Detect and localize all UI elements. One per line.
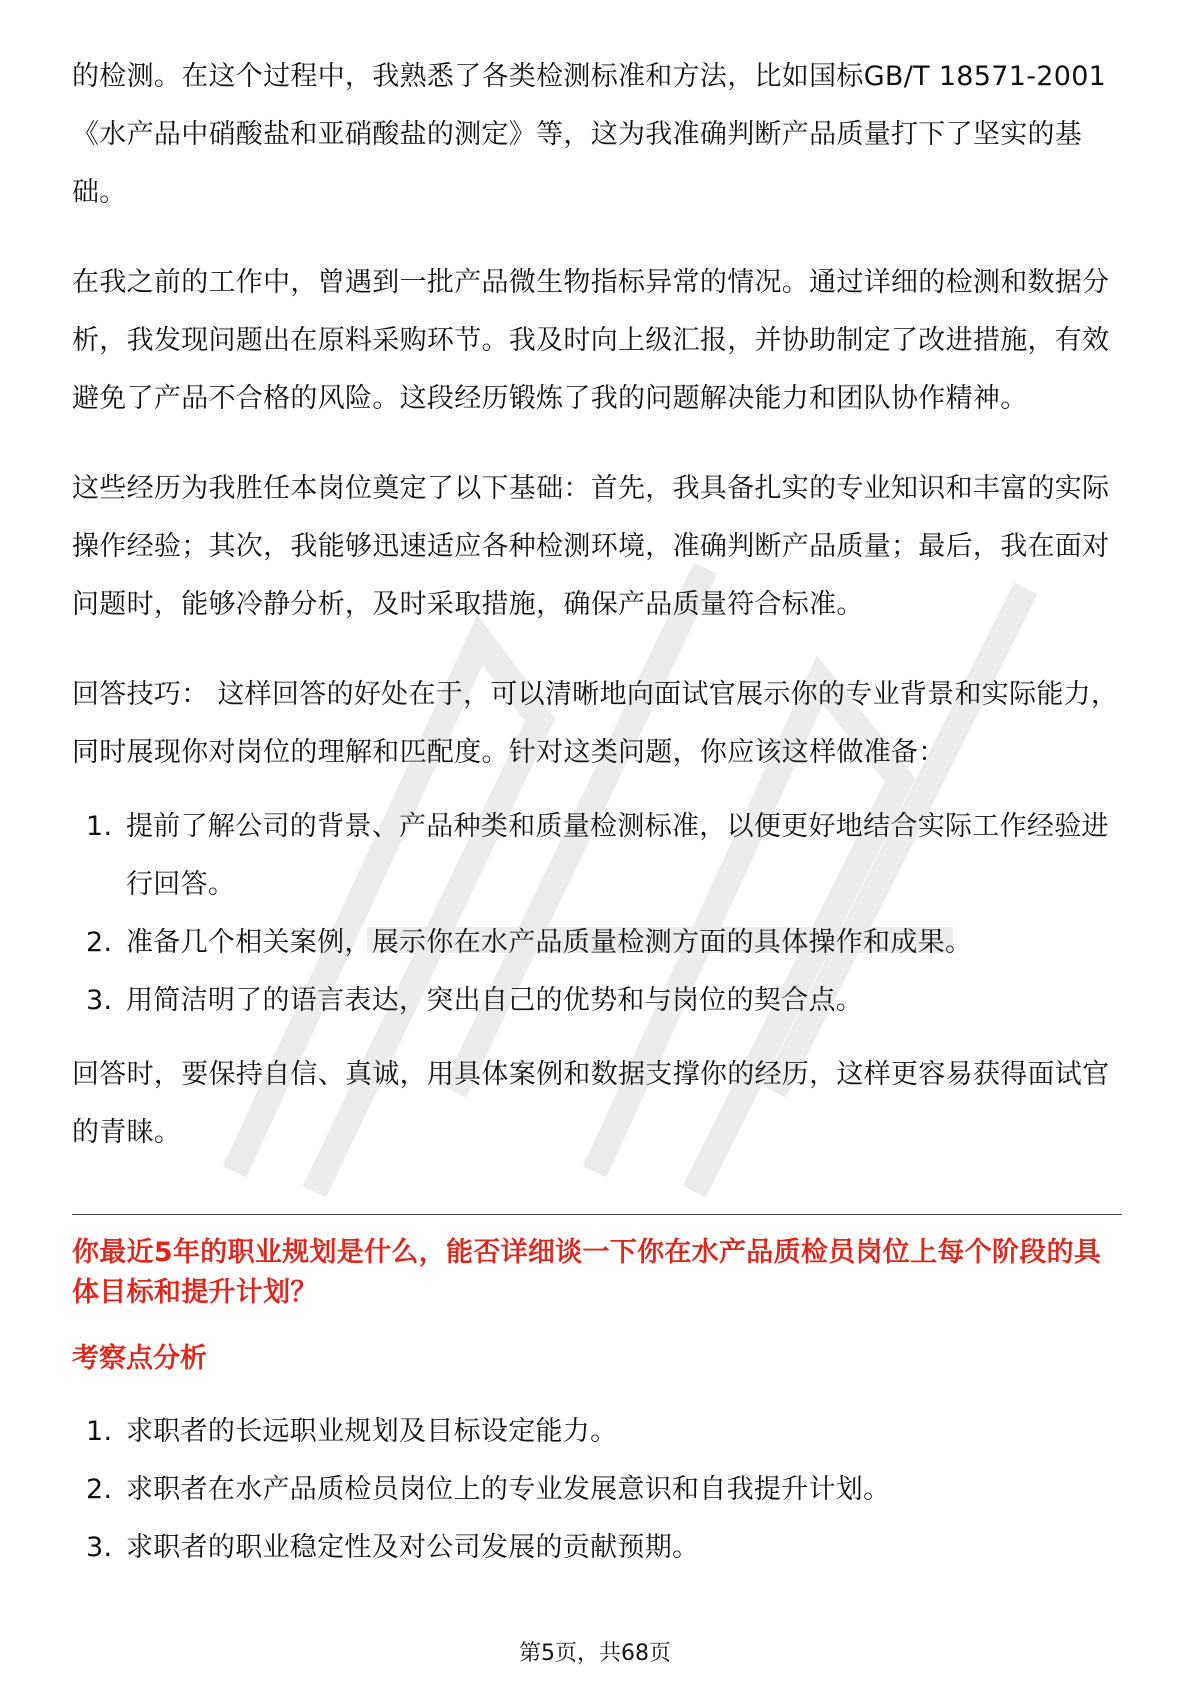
paragraph-foundation: 这些经历为我胜任本岗位奠定了以下基础：首先，我具备扎实的专业知识和丰富的实际操作经验；其次，我能够迅速适应各种检测环境，准确判断产品质量；最后，我在面对问题时，能够冷静分析，及时采取措施，确保产品质量符合标准。	[72, 473, 1110, 620]
paragraph-closing-advice: 回答时，要保持自信、真诚，用具体案例和数据支撑你的经历，这样更容易获得面试官的青睐。	[72, 1059, 1110, 1148]
list-item	[72, 1403, 1122, 1461]
list-item	[72, 798, 1122, 914]
list-item-text: 求职者的长远职业规划及目标设定能力。	[126, 1416, 618, 1447]
list-item	[72, 972, 1122, 1030]
analysis-list	[72, 1403, 1122, 1577]
list-item-text: 准备几个相关案例，展示你在水产品质量检测方面的具体操作和成果。	[126, 927, 973, 958]
list-item	[72, 1461, 1122, 1519]
list-number: 2.	[86, 1474, 113, 1505]
tips-list	[72, 798, 1122, 1030]
list-number: 2.	[86, 927, 113, 958]
list-item-text: 用简洁明了的语言表达，突出自己的优势和与岗位的契合点。	[126, 985, 864, 1016]
list-number: 1.	[86, 1416, 113, 1447]
list-number: 3.	[86, 985, 113, 1016]
paragraph-experience-case: 在我之前的工作中，曾遇到一批产品微生物指标异常的情况。通过详细的检测和数据分析，我发现问题出在原料采购环节。我及时向上级汇报，并协助制定了改进措施，有效避免了产品不合格的风险。这段经历锻炼了我的问题解决能力和团队协作精神。	[72, 267, 1110, 414]
document-page	[72, 48, 1122, 1577]
list-item-text: 求职者在水产品质检员岗位上的专业发展意识和自我提升计划。	[126, 1474, 891, 1505]
list-item-text: 求职者的职业稳定性及对公司发展的贡献预期。	[126, 1532, 700, 1563]
interview-question: 你最近5年的职业规划是什么，能否详细谈一下你在水产品质检员岗位上每个阶段的具体目标和提升计划？	[72, 1237, 1102, 1308]
analysis-heading: 考察点分析	[72, 1343, 207, 1374]
paragraph-answer-tips: 回答技巧： 这样回答的好处在于，可以清晰地向面试官展示你的专业背景和实际能力，同时展现你对岗位的理解和匹配度。针对这类问题，你应该这样做准备：	[72, 679, 1119, 768]
list-item	[72, 1519, 1122, 1577]
list-number: 3.	[86, 1532, 113, 1563]
page-footer: 第5页，共68页	[519, 1641, 671, 1666]
list-number: 1.	[86, 811, 113, 842]
paragraph-experience-standards: 的检测。在这个过程中，我熟悉了各类检测标准和方法，比如国标GB/T 18571-2001《水产品中硝酸盐和亚硝酸盐的测定》等，这为我准确判断产品质量打下了坚实的基础。	[72, 61, 1107, 208]
list-item-text: 提前了解公司的背景、产品种类和质量检测标准，以便更好地结合实际工作经验进行回答。	[126, 811, 1109, 900]
list-item	[72, 914, 1122, 972]
